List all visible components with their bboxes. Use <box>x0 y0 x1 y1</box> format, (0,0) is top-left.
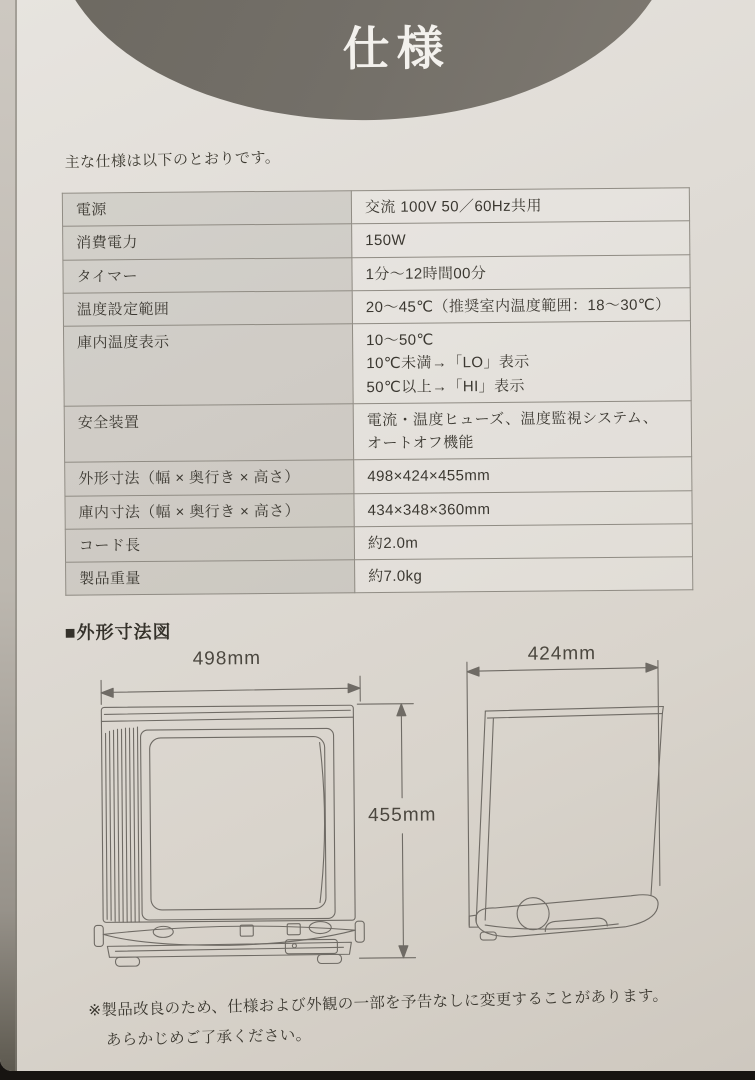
intro-text: 主な仕様は以下のとおりです。 <box>64 149 281 172</box>
spec-value-cell: 20～45℃（推奨室内温度範囲：18～30℃） <box>352 288 690 324</box>
side-view-drawing <box>467 661 665 941</box>
spec-label-cell: タイマー <box>63 257 352 293</box>
spec-table-row <box>65 457 692 496</box>
spec-value-cell: 電流・温度ヒューズ、温度監視システム、 オートオフ機能 <box>353 401 691 460</box>
spec-label-cell: 安全装置 <box>64 403 353 462</box>
spec-table-row <box>63 321 691 406</box>
dim-label-depth: 424mm <box>527 643 597 665</box>
spec-table-row <box>63 254 690 293</box>
spec-label-cell: 製品重量 <box>66 560 355 596</box>
dim-label-height: 455mm <box>367 804 437 827</box>
dim-label-width: 498mm <box>192 648 262 670</box>
spec-table <box>62 187 693 596</box>
spec-value-cell: 434×348×360mm <box>354 490 692 526</box>
spec-table-row <box>66 557 693 596</box>
spec-table-row <box>65 490 692 529</box>
footer-note-line2: あらかじめご了承ください。 <box>105 1026 312 1050</box>
spec-label-cell: 温度設定範囲 <box>63 290 352 326</box>
spec-value-cell: 1分～12時間00分 <box>352 254 690 290</box>
spec-value-cell: 約7.0kg <box>355 557 693 593</box>
spec-table-row <box>63 288 690 327</box>
spec-value-cell: 498×424×455mm <box>354 457 692 493</box>
spec-label-cell: 庫内温度表示 <box>63 324 353 406</box>
page-left-edge <box>0 0 17 1071</box>
spec-value-cell: 約2.0m <box>354 524 692 560</box>
footer-note-line1: ※製品改良のため、仕様および外観の一部を予告なしに変更することがあります。 <box>87 987 669 1020</box>
spec-label-cell: 消費電力 <box>63 224 352 260</box>
spec-table-row <box>65 524 692 563</box>
spec-table-body <box>62 188 692 596</box>
spec-table-row <box>64 401 691 463</box>
spec-label-cell: 電源 <box>62 191 351 227</box>
spec-value-cell: 150W <box>352 221 690 257</box>
spec-table-row <box>63 221 690 260</box>
spec-value-cell: 10～50℃ 10℃未満→「LO」表示 50℃以上→「HI」表示 <box>352 321 691 404</box>
spec-label-cell: コード長 <box>65 526 354 562</box>
page-title: 仕様 <box>342 21 451 76</box>
spec-label-cell: 庫内寸法（幅 × 奥行き × 高さ） <box>65 493 354 529</box>
spec-value-cell: 交流 100V 50／60Hz共用 <box>351 188 689 224</box>
section-heading: ■外形寸法図 <box>64 621 172 643</box>
spec-table-row <box>62 188 689 227</box>
spec-label-cell: 外形寸法（幅 × 奥行き × 高さ） <box>65 460 354 496</box>
